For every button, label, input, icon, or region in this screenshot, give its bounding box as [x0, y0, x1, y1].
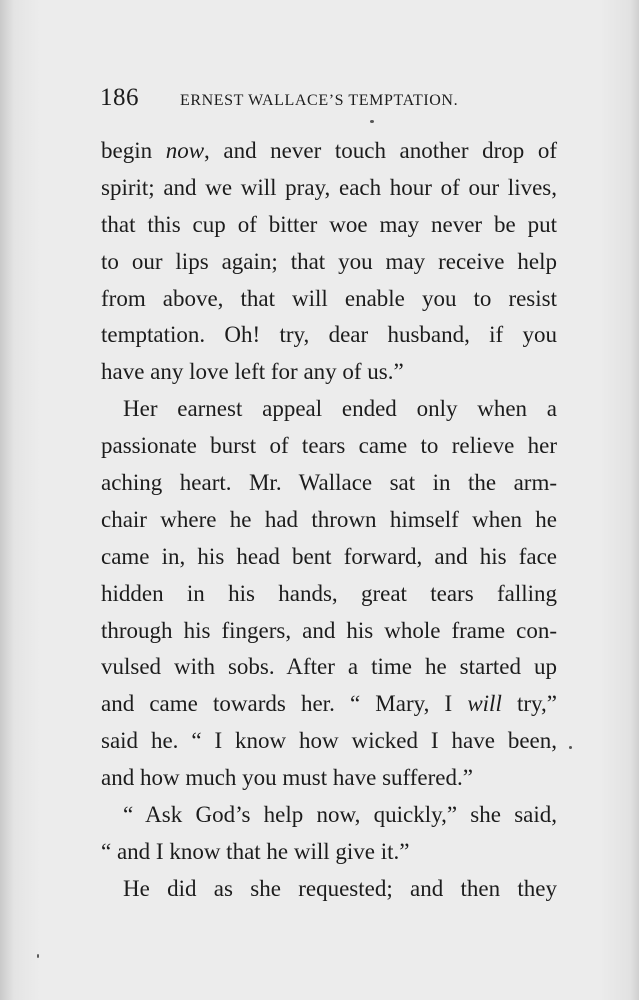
text-run: aching heart. Mr. Wallace sat in the arm- — [101, 470, 557, 496]
text-run: He did as she requested; and then they — [123, 875, 557, 901]
text-line — [101, 871, 557, 908]
text-line — [101, 797, 557, 834]
text-run: temptation. Oh! try, dear husband, if you — [101, 322, 557, 348]
text-line — [101, 354, 557, 391]
text-run: hidden in his hands, great tears falling — [101, 580, 557, 606]
text-run: , and never touch another drop of — [204, 138, 558, 163]
text-line — [101, 170, 557, 207]
page-number: 186 — [100, 84, 139, 111]
text-line — [101, 576, 557, 613]
running-head: ERNEST WALLACE’S TEMPTATION. — [180, 92, 459, 109]
text-run: and came towards her. “ Mary, I — [101, 691, 468, 717]
body-text — [101, 133, 557, 908]
text-run: “ and I know that he will give it.” — [101, 838, 410, 864]
print-speck — [37, 954, 39, 958]
text-line — [101, 391, 557, 428]
text-line — [101, 649, 557, 686]
text-line — [101, 465, 557, 502]
text-run: chair where he had thrown himself when he — [101, 506, 557, 532]
text-run: from above, that will enable you to resist — [101, 285, 557, 311]
text-line — [101, 539, 557, 576]
text-run: spirit; and we will pray, each hour of our lives, — [101, 174, 557, 200]
text-line — [101, 244, 557, 281]
text-run: try,” — [501, 691, 557, 717]
text-run: to our lips again; that you may receive help — [101, 248, 557, 274]
text-run: came in, his head bent forward, and his face — [101, 543, 557, 569]
text-run: vulsed with sobs. After a time he started up — [101, 654, 557, 680]
text-line — [101, 281, 557, 318]
text-line — [101, 502, 557, 539]
text-line — [101, 317, 557, 354]
page-header — [100, 84, 560, 118]
italic-text: now — [165, 138, 205, 163]
text-line — [101, 686, 557, 723]
text-line — [101, 723, 557, 760]
print-speck — [569, 746, 572, 749]
text-run: “ Ask God’s help now, quickly,” she said, — [123, 802, 557, 828]
print-speck — [370, 120, 374, 123]
text-run: begin — [101, 138, 166, 163]
text-run: Her earnest appeal ended only when a — [123, 396, 557, 422]
text-run: said he. “ I know how wicked I have been, — [101, 728, 557, 754]
text-run: have any love left for any of us.” — [101, 359, 404, 385]
text-run: through his fingers, and his whole frame con- — [101, 617, 557, 643]
italic-text: will — [467, 691, 502, 717]
text-line — [101, 760, 557, 797]
text-run: passionate burst of tears came to relieve her — [101, 433, 557, 459]
text-line — [101, 207, 557, 244]
text-run: that this cup of bitter woe may never be put — [101, 211, 557, 237]
text-run: and how much you must have suffered.” — [101, 765, 473, 791]
text-line — [101, 428, 557, 465]
text-line — [101, 613, 557, 650]
text-line — [101, 834, 557, 871]
text-line — [101, 133, 557, 170]
